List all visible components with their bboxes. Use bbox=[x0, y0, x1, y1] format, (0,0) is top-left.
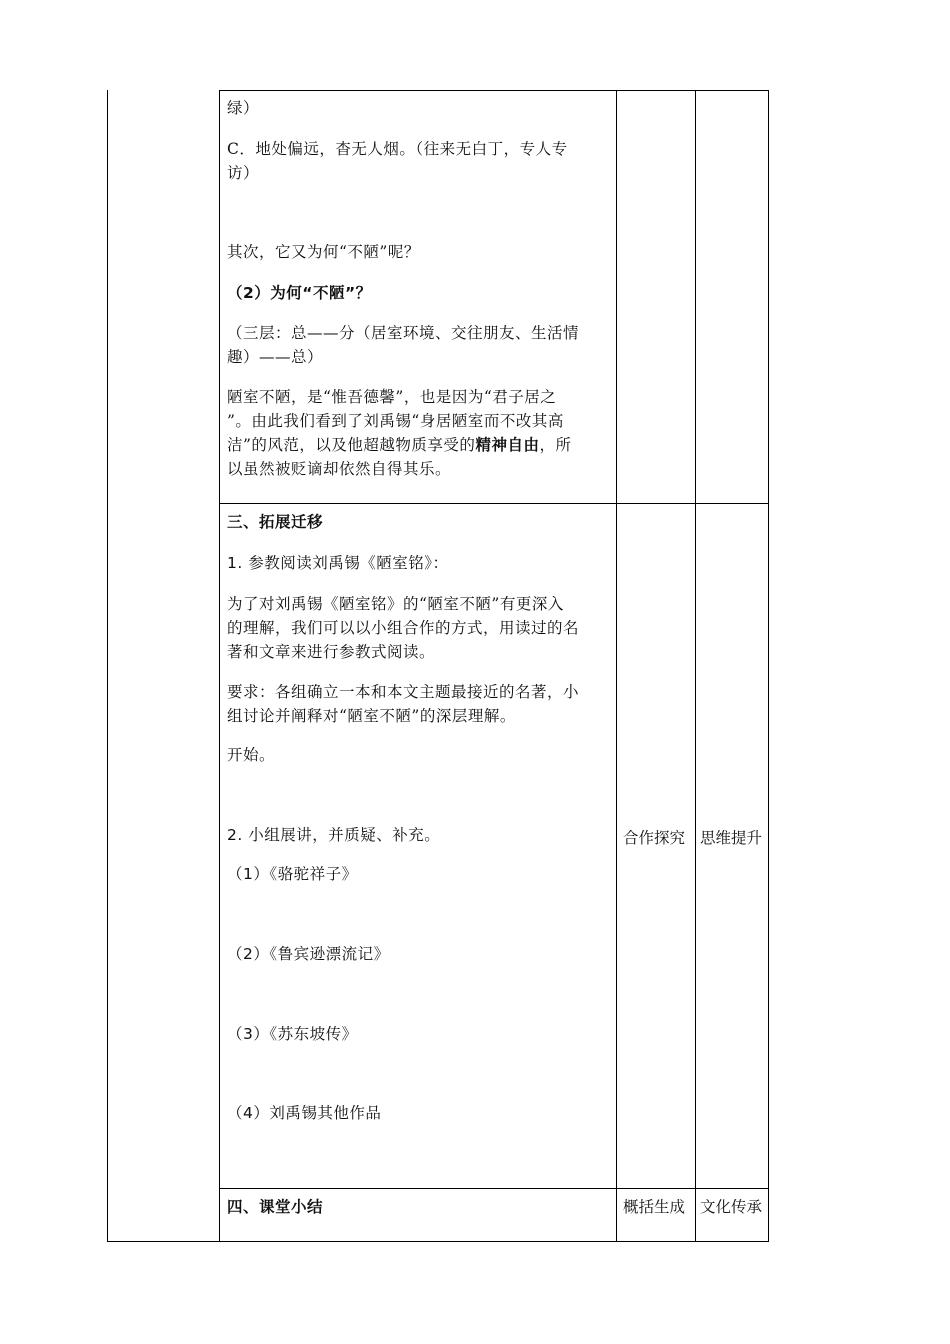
table-right-border bbox=[768, 90, 769, 1242]
book-item: （1）《骆驼祥子》 bbox=[227, 865, 358, 883]
requirement-line: 要求：各组确立一本和本文主题最接近的名著，小 bbox=[227, 683, 580, 701]
start-text: 开始。 bbox=[227, 746, 276, 764]
goal-cell: 思维提升 bbox=[700, 829, 763, 847]
section-heading: 四、课堂小结 bbox=[227, 1198, 324, 1216]
section-heading: 三、拓展迁移 bbox=[227, 513, 324, 531]
summary-line: 陋室不陋，是“惟吾德馨”，也是因为“君子居之 bbox=[227, 388, 557, 406]
book-item: （3）《苏东坡传》 bbox=[227, 1025, 358, 1043]
row-divider-1 bbox=[219, 503, 769, 504]
table-left-border bbox=[107, 90, 108, 1242]
item-heading: 1. 参教阅读刘禹锡《陋室铭》： bbox=[227, 554, 449, 572]
item-heading: 2. 小组展讲，并质疑、补充。 bbox=[227, 826, 441, 844]
summary-line: 以虽然被贬谪却依然自得其乐。 bbox=[227, 460, 452, 478]
paragraph-line: 的理解，我们可以以小组合作的方式，用读过的名 bbox=[227, 619, 580, 637]
text-line: 绿） bbox=[227, 99, 260, 117]
question-text: 其次，它又为何“不陋”呢？ bbox=[227, 243, 420, 261]
column-divider-3 bbox=[695, 90, 696, 1242]
activity-cell: 概括生成 bbox=[623, 1198, 686, 1216]
column-divider-1 bbox=[219, 90, 220, 1242]
row-divider-2 bbox=[219, 1188, 769, 1189]
goal-cell: 文化传承 bbox=[700, 1198, 763, 1216]
section-subheading: （2）为何“不陋”？ bbox=[227, 284, 372, 302]
paragraph-line: 为了对刘禹锡《陋室铭》的“陋室不陋”有更深入 bbox=[227, 595, 564, 613]
summary-text: 洁”的风范，以及他超越物质享受的 bbox=[227, 436, 476, 454]
structure-line: （三层：总——分（居室环境、交往朋友、生活情 bbox=[227, 324, 580, 342]
book-item: （2）《鲁宾逊漂流记》 bbox=[227, 945, 390, 963]
table-bottom-border bbox=[107, 1241, 769, 1242]
emphasis-text: 精神自由 bbox=[475, 436, 540, 454]
table-top-border bbox=[219, 90, 769, 91]
column-divider-2 bbox=[616, 90, 617, 1242]
option-c-line: 访） bbox=[227, 164, 260, 182]
option-c-line: C．地处偏远，杳无人烟。（往来无白丁，专人专 bbox=[227, 140, 568, 158]
activity-cell: 合作探究 bbox=[623, 829, 686, 847]
book-item: （4）刘禹锡其他作品 bbox=[227, 1104, 382, 1122]
paragraph-line: 著和文章来进行参教式阅读。 bbox=[227, 643, 436, 661]
summary-text: ，所 bbox=[539, 436, 572, 454]
summary-line bbox=[227, 433, 571, 457]
requirement-line: 组讨论并阐释对“陋室不陋”的深层理解。 bbox=[227, 707, 516, 725]
summary-line: ”。由此我们看到了刘禹锡“身居陋室而不改其高 bbox=[227, 412, 564, 430]
structure-line: 趣）——总） bbox=[227, 348, 324, 366]
